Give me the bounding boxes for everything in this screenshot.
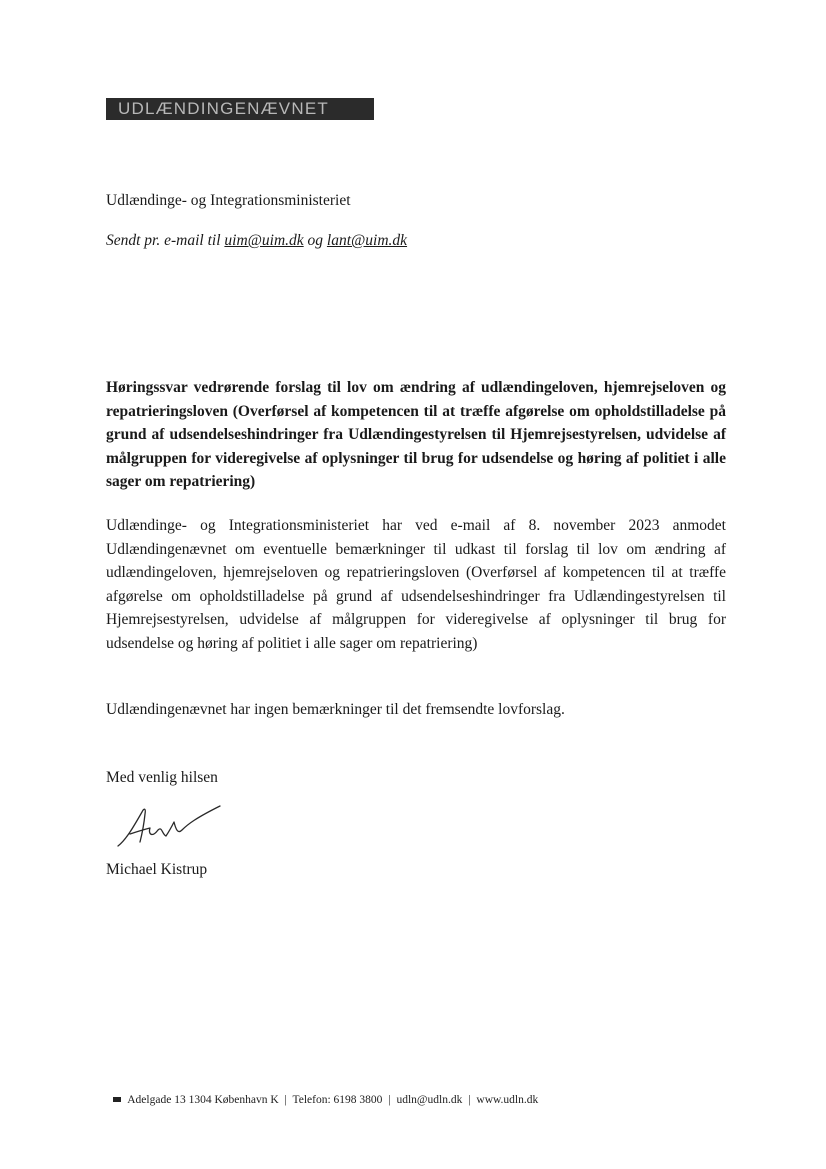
email-link-uim[interactable]: uim@uim.dk xyxy=(224,232,304,249)
body-paragraph: Udlændinge- og Integrationsministeriet har ved e-mail af 8. november 2023 anmodet Udlændingenævnet om eventuelle bemærkninger til udkast til forslag til lov om ændring af udlændingeloven, hjemrejseloven og repatrieringsloven (Overførsel af kompetencen til at træffe afgørelse om opholdstilladelse på grund af udsendelseshindringer fra Udlændingestyrelsen til Hjemrejsestyrelsen, udvidelse af målgruppen for videregivelse af oplysninger til brug for udsendelse og høring af politiet i alle sager om repatriering) xyxy=(106,517,726,652)
sent-by-email-line xyxy=(106,232,407,250)
closing-greeting: Med venlig hilsen xyxy=(106,769,218,786)
subject-heading: Høringssvar vedrørende forslag til lov om ændring af udlændingeloven, hjemrejseloven og repatrieringsloven (Overførsel af kompetencen til at træffe afgørelse om opholdstilladelse på grund af udsendelseshindringer fra Udlændingestyrelsen til Hjemrejsestyrelsen, udvidelse af målgruppen for videregivelse af oplysninger til brug for udsendelse og høring af politiet i alle sager om repatriering) xyxy=(106,379,726,490)
footer-separator: | xyxy=(468,1094,471,1106)
footer-separator: | xyxy=(284,1094,287,1106)
handwritten-signature xyxy=(112,800,232,860)
footer-address: Adelgade 13 1304 København K xyxy=(127,1094,279,1106)
signer-name: Michael Kistrup xyxy=(106,861,208,878)
recipient-name: Udlændinge- og Integrationsministeriet xyxy=(106,192,351,209)
footer-bullet-icon xyxy=(113,1097,121,1102)
letterhead-logo: UDLÆNDINGENÆVNET xyxy=(106,98,374,120)
footer-separator: | xyxy=(388,1094,391,1106)
footer-email[interactable]: udln@udln.dk xyxy=(396,1094,463,1106)
email-link-lant[interactable]: lant@uim.dk xyxy=(326,232,408,249)
footer-phone: Telefon: 6198 3800 xyxy=(292,1094,383,1106)
footer-contact xyxy=(113,1094,538,1106)
conjunction: og xyxy=(307,232,324,249)
no-remarks-statement: Udlændingenævnet har ingen bemærkninger til det fremsendte lovforslag. xyxy=(106,701,565,718)
sent-prefix: Sendt pr. e-mail til xyxy=(106,232,221,249)
footer-website[interactable]: www.udln.dk xyxy=(476,1094,539,1106)
